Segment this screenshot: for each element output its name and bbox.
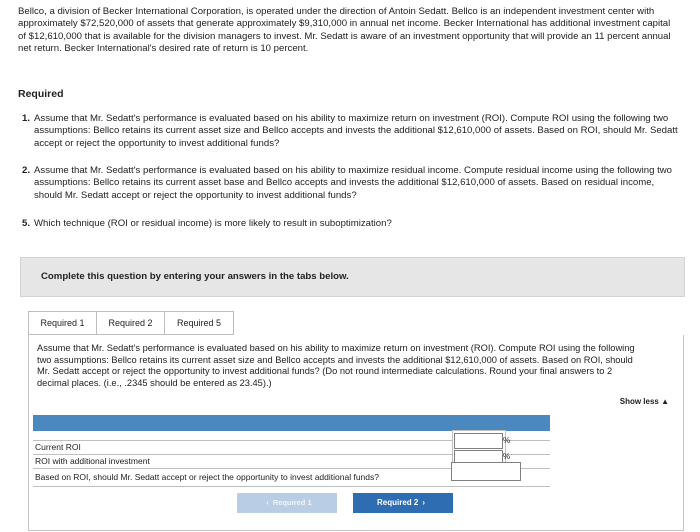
problem-intro: Bellco, a division of Becker International Corporation, is operated under the direction of Antoin Sedatt. Bellco is an independent investment center with approximately $72,520,000 of assets that generate approximately $9,310,000 in annual net income. Becker International has additional investment capital of $12,610,000 that is available for the division managers to invest. Mr. Sedatt is aware of an investment opportunity that will provide an 11 percent annual net return. Becker International's desired rate of return is 10 percent.: [18, 6, 671, 54]
question-number: 2.: [22, 165, 31, 176]
chevron-right-icon: ›: [422, 498, 425, 507]
accept-reject-select[interactable]: [451, 462, 521, 481]
current-roi-input[interactable]: [454, 433, 503, 449]
question-2: [22, 165, 682, 202]
row-label-current-roi: Current ROI: [35, 442, 81, 452]
tab-instructions: Assume that Mr. Sedatt's performance is evaluated based on his ability to maximize return on investment (ROI). Compute ROI using the following two assumptions: Bellco retains its current asset size and Bellco accepts and invests the additional $12,610,000 of assets. Based on ROI, should Mr. Sedatt accept or reject the opportunity to invest additional funds? (Do not round intermediate calculations. Round your final answers to 2 decimal places. (i.e., .2345 should be entered as 23.45).): [37, 343, 635, 389]
percent-unit: %: [503, 452, 511, 461]
table-header: [33, 415, 550, 431]
tab-required-1[interactable]: Required 1: [28, 311, 96, 335]
row-label-decision: Based on ROI, should Mr. Sedatt accept or reject the opportunity to invest additional funds?: [35, 472, 379, 482]
question-number: 5.: [22, 218, 31, 229]
tab-required-5[interactable]: Required 5: [164, 311, 234, 335]
next-tab-label: Required 2: [376, 498, 419, 507]
chevron-left-icon: ‹: [266, 498, 269, 507]
next-tab-button[interactable]: [353, 493, 453, 513]
instruction-text: Complete this question by entering your answers in the tabs below.: [41, 271, 349, 282]
question-1: [22, 113, 682, 150]
question-text: Assume that Mr. Sedatt's performance is evaluated based on his ability to maximize return on investment (ROI). Compute ROI using the following two assumptions: Bellco retains its current asset size and Bellco accepts and invests the additional $12,610,000 of assets. Based on ROI, should Mr. Sedatt accept or reject the opportunity to invest additional funds?: [34, 113, 678, 149]
percent-unit: %: [503, 436, 511, 445]
instruction-panel: [20, 257, 685, 297]
question-number: 1.: [22, 113, 31, 124]
row-label-roi-additional: ROI with additional investment: [35, 456, 150, 466]
prev-tab-label: Required 1: [272, 498, 312, 507]
required-heading: Required: [18, 88, 64, 100]
question-5: [22, 218, 682, 230]
show-less-link[interactable]: Show less ▲: [619, 397, 669, 406]
prev-tab-button[interactable]: [237, 493, 337, 513]
question-text: Which technique (ROI or residual income) is more likely to result in suboptimization?: [34, 218, 392, 229]
tab-required-2[interactable]: Required 2: [96, 311, 164, 335]
question-text: Assume that Mr. Sedatt's performance is evaluated based on his ability to maximize residual income. Compute residual income using the following two assumptions: Bellco retains its current asset base and Bellco accepts and invests the additional $12,610,000 of assets. Based on residual income, should Mr. Sedatt accept or reject the opportunity to invest additional funds?: [34, 165, 672, 201]
